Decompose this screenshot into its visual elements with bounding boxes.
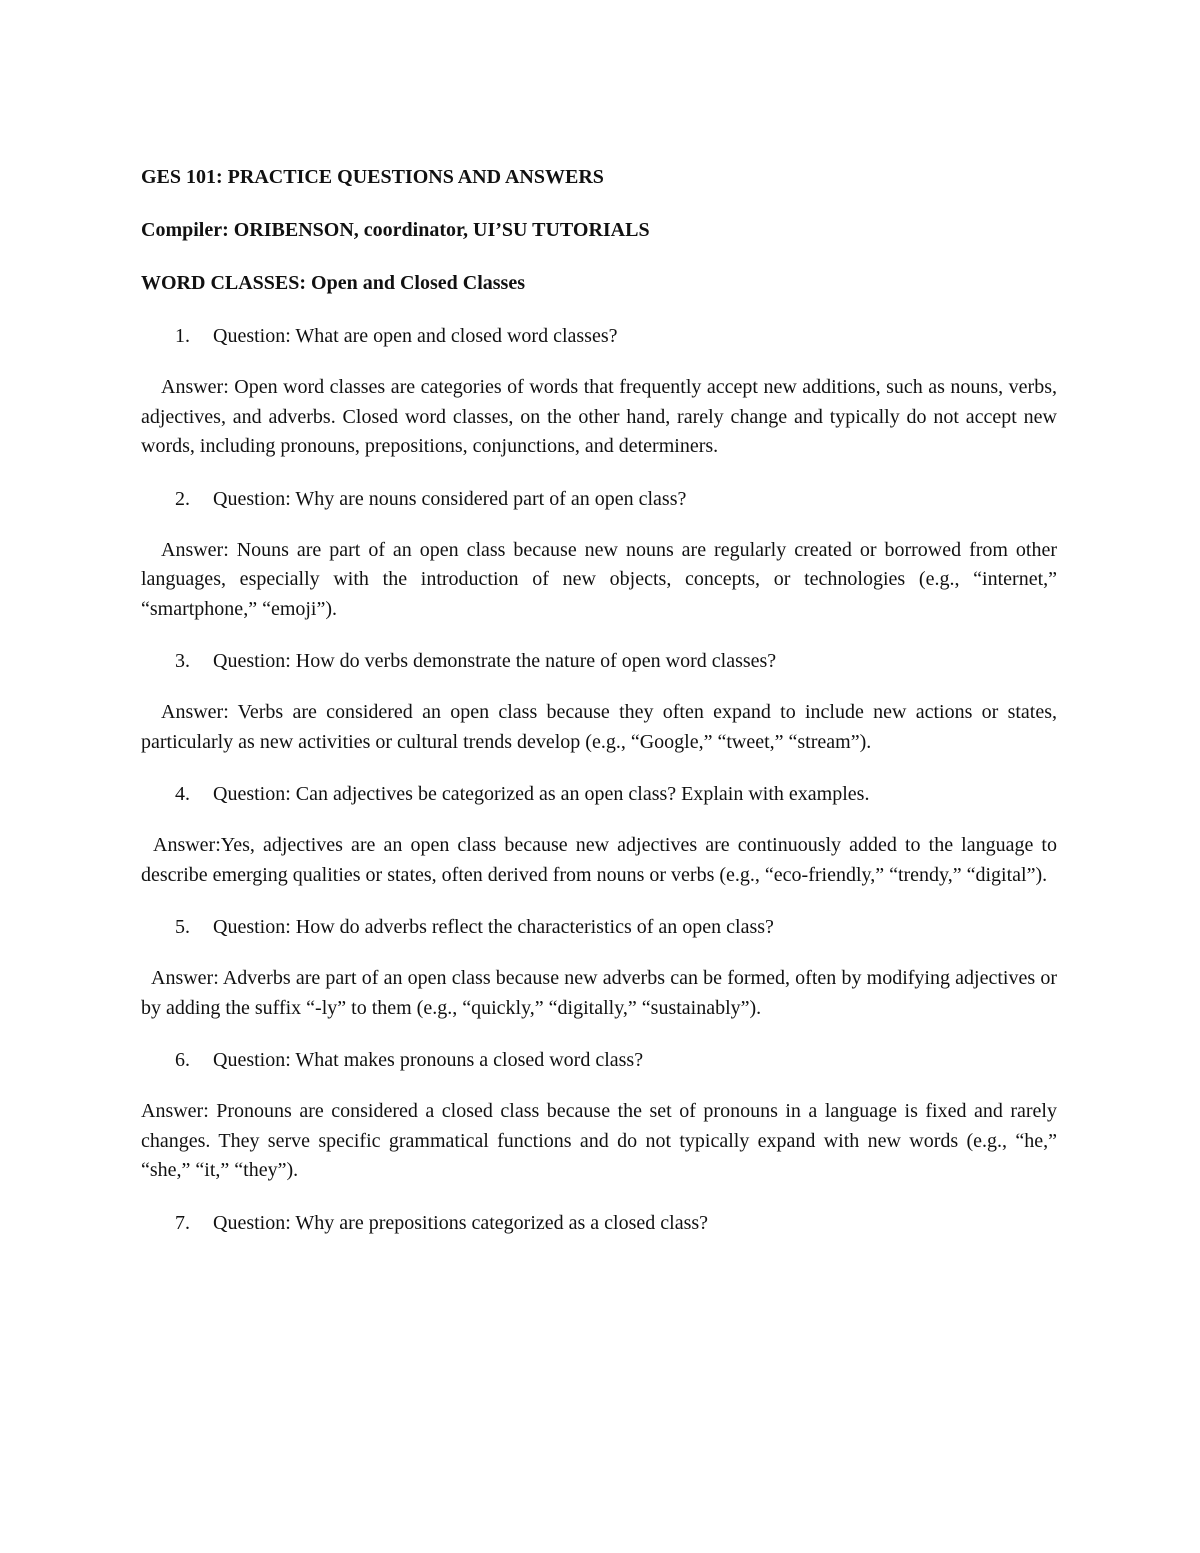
question-number: 3.: [175, 650, 190, 672]
question-text: Question: How do verbs demonstrate the nature of open word classes?: [213, 650, 777, 672]
answer-5: Answer: Adverbs are part of an open class because new adverbs can be formed, often by modifying adjectives or by adding the suffix “-ly” to them (e.g., “quickly,” “digitally,” “sustainably”).: [141, 967, 1057, 1019]
question-number: 2.: [175, 487, 190, 510]
question-7: [141, 1208, 1057, 1238]
question-5: [141, 912, 1057, 942]
question-number: 1.: [175, 325, 190, 347]
question-text: Question: Why are nouns considered part of an open class?: [213, 487, 687, 510]
question-6: [141, 1045, 1057, 1075]
answer-2: Answer: Nouns are part of an open class because new nouns are regularly created or borrowed from other languages, especially with the introduction of new objects, concepts, or technologies (e.g., “internet,” “smartphone,” “emoji”).: [141, 538, 1057, 620]
question-1: [141, 321, 1057, 351]
question-3: [141, 646, 1057, 676]
question-number: 4.: [175, 783, 190, 805]
section-heading: WORD CLASSES: Open and Closed Classes: [141, 272, 525, 294]
answer-3: Answer: Verbs are considered an open class because they often expand to include new actions or states, particularly as new activities or cultural trends develop (e.g., “Google,” “tweet,” “stream”).: [141, 701, 1057, 753]
question-4: [141, 779, 1057, 809]
answer-6: Answer: Pronouns are considered a closed class because the set of pronouns in a language is fixed and rarely changes. They serve specific grammatical functions and do not typically expand with new words (e.g., “he,” “she,” “it,” “they”).: [141, 1100, 1057, 1181]
question-number: 5.: [175, 916, 190, 938]
answer-1: Answer: Open word classes are categories of words that frequently accept new additions, such as nouns, verbs, adjectives, and adverbs. Closed word classes, on the other hand, rarely change and typically do not accept new words, including pronouns, prepositions, conjunctions, and determiners.: [141, 376, 1057, 457]
question-2: [141, 484, 1057, 514]
question-text: Question: Can adjectives be categorized as an open class? Explain with examples.: [213, 783, 870, 805]
question-text: Question: How do adverbs reflect the characteristics of an open class?: [213, 916, 774, 938]
question-number: 6.: [175, 1049, 190, 1071]
document-title: GES 101: PRACTICE QUESTIONS AND ANSWERS: [141, 166, 604, 188]
question-text: Question: Why are prepositions categorized as a closed class?: [213, 1211, 709, 1234]
question-number: 7.: [175, 1211, 190, 1234]
document-page: [141, 162, 1057, 1260]
question-text: Question: What makes pronouns a closed word class?: [213, 1049, 644, 1071]
answer-4: Answer:Yes, adjectives are an open class because new adjectives are continuously added to the language to describe emerging qualities or states, often derived from nouns or verbs (e.g., “eco-friendly,” “trendy,” “digital”).: [141, 834, 1057, 886]
compiler-line: Compiler: ORIBENSON, coordinator, UI’SU TUTORIALS: [141, 219, 650, 241]
question-text: Question: What are open and closed word classes?: [213, 325, 618, 347]
